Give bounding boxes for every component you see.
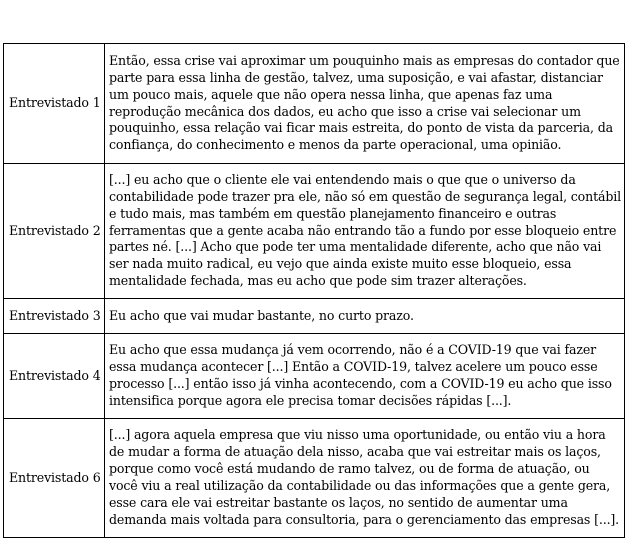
respondent-label: Entrevistado 6 [4, 419, 105, 538]
quote-text: [...] agora aquela empresa que viu nisso uma oportunidade, ou então viu a hora de mudar a forma de atuação dela nisso, acaba que vai estreitar mais os laços, porque como você está mudando de ramo talvez, ou de forma de atuação, ou você viu a real utilização da contabilidade ou das informações que a gente gera, esse cara ele vai estreitar bastante os laços, no sentido de aumentar uma demanda mais voltada para consultoria, para o gerenciamento das empresas [...]. [105, 419, 625, 538]
table-row [4, 299, 625, 334]
table-row [4, 44, 625, 164]
respondent-label: Entrevistado 3 [4, 299, 105, 334]
table-row [4, 419, 625, 538]
interview-quotes-table [3, 43, 625, 538]
quote-text: Eu acho que vai mudar bastante, no curto prazo. [105, 299, 625, 334]
respondent-label: Entrevistado 4 [4, 334, 105, 419]
quote-text: Eu acho que essa mudança já vem ocorrendo, não é a COVID-19 que vai fazer essa mudança acontecer [...] Então a COVID-19, talvez acelere um pouco esse processo [...] então isso já vinha acontecendo, com a COVID-19 eu acho que isso intensifica porque agora ele precisa tomar decisões rápidas [...]. [105, 334, 625, 419]
respondent-label: Entrevistado 1 [4, 44, 105, 164]
table-row [4, 164, 625, 299]
respondent-label: Entrevistado 2 [4, 164, 105, 299]
quote-text: Então, essa crise vai aproximar um pouquinho mais as empresas do contador que parte para essa linha de gestão, talvez, uma suposição, e vai afastar, distanciar um pouco mais, aquele que não opera nessa linha, que apenas faz uma reprodução mecânica dos dados, eu acho que isso a crise vai selecionar um pouquinho, essa relação vai ficar mais estreita, do ponto de vista da parceria, da confiança, do conhecimento e menos da parte operacional, uma opinião. [105, 44, 625, 164]
table-row [4, 334, 625, 419]
quote-text: [...] eu acho que o cliente ele vai entendendo mais o que que o universo da contabilidade pode trazer pra ele, não só em questão de segurança legal, contábil e tudo mais, mas também em questão planejamento financeiro e outras ferramentas que a gente acaba não entrando tão a fundo por esse bloqueio entre partes né. [...] Acho que pode ter uma mentalidade diferente, acho que não vai ser nada muito radical, eu vejo que ainda existe muito esse bloqueio, essa mentalidade fechada, mas eu acho que pode sim trazer alterações. [105, 164, 625, 299]
